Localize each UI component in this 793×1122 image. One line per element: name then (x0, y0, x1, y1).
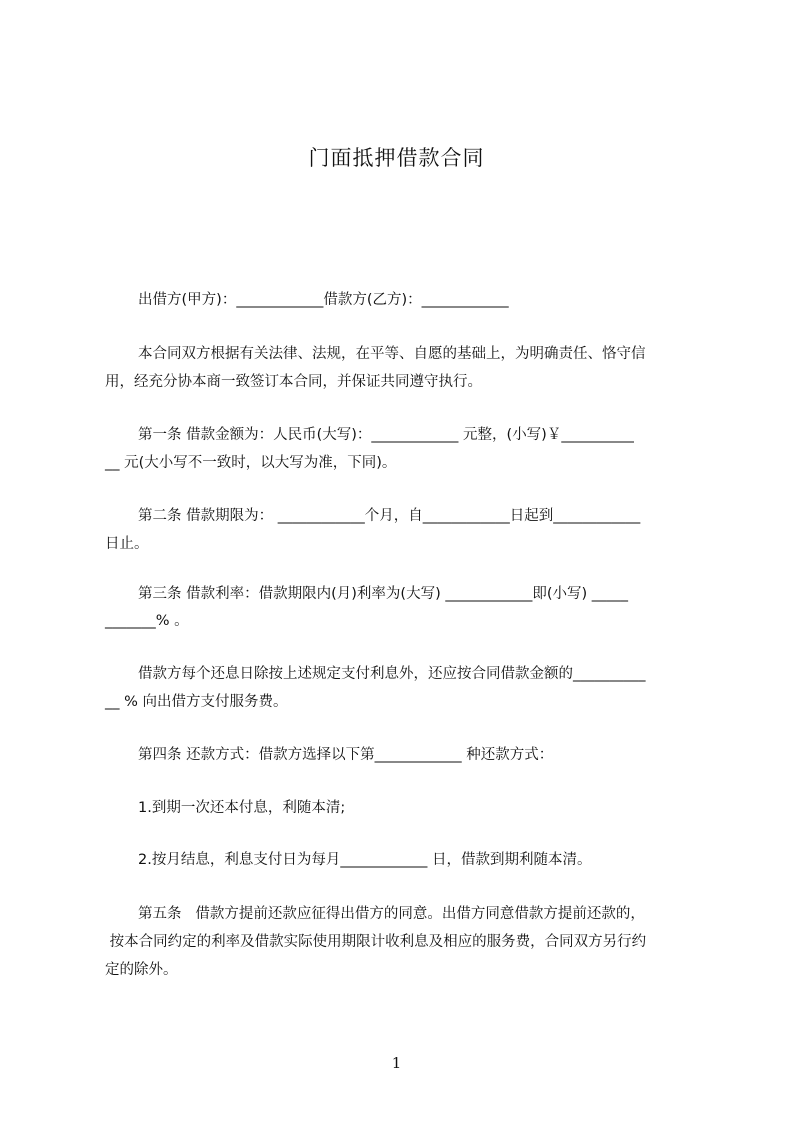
article-4-line: 第四条 还款方式：借款方选择以下第____________ 种还款方式： (138, 747, 554, 763)
article-3-line-1: 第三条 借款利率：借款期限内(月)利率为(大写) ____________即(小写) _____ (138, 586, 629, 602)
article-5-line-2: 按本合同约定的利率及借款实际使用期限计收利息及相应的服务费，合同双方另行约 (105, 934, 647, 950)
service-fee-line-2: __ % 向出借方支付服务费。 (105, 694, 288, 710)
article-2-line-2: 日止。 (105, 536, 149, 552)
service-fee-line-1: 借款方每个还息日除按上述规定支付利息外，还应按合同借款金额的__________ (138, 666, 646, 682)
article-5-line-1: 第五条 借款方提前还款应征得出借方的同意。出借方同意借款方提前还款的， (138, 906, 645, 922)
article-2-line-1: 第二条 借款期限为： ____________个月，自____________日起到____________ (138, 508, 641, 524)
document-title: 门面抵押借款合同 (308, 146, 485, 170)
article-5-line-3: 定的除外。 (105, 962, 178, 978)
parties-line: 出借方(甲方)：____________借款方(乙方)：____________ (138, 292, 509, 308)
intro-line-2: 用，经充分协本商一致签订本合同，并保证共同遵守执行。 (105, 374, 482, 390)
article-1-line-2: __ 元(大小写不一致时，以大写为准，下同)。 (105, 455, 397, 471)
article-1-line-1: 第一条 借款金额为：人民币(大写)：____________ 元整，(小写)￥__________ (138, 427, 634, 443)
repayment-option-1: 1.到期一次还本付息，利随本清; (138, 800, 346, 816)
article-3-line-2: _______% 。 (105, 613, 189, 629)
repayment-option-2: 2.按月结息，利息支付日为每月____________ 日，借款到期利随本清。 (138, 852, 592, 868)
intro-line-1: 本合同双方根据有关法律、法规，在平等、自愿的基础上，为明确责任、恪守信 (138, 346, 646, 362)
page-number: 1 (391, 1054, 402, 1072)
